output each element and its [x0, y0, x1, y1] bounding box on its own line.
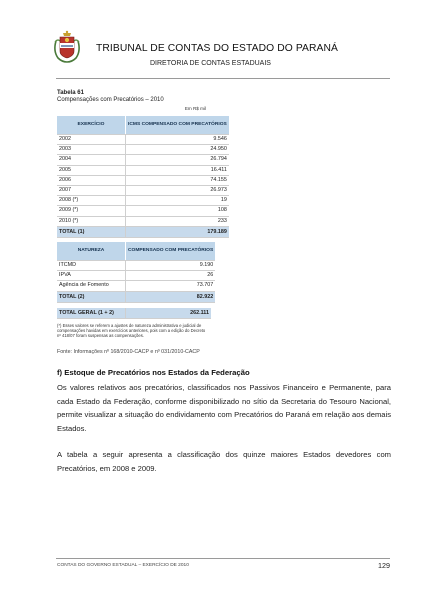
column-header: EXERCÍCIO [57, 116, 126, 135]
table-row [57, 261, 215, 271]
table-cell: 233 [126, 216, 229, 226]
column-header: NATUREZA [57, 242, 126, 261]
table-cell: 2006 [57, 175, 126, 185]
grand-total-label: TOTAL GERAL (1 + 2) [57, 308, 126, 319]
grand-total-table [57, 308, 211, 319]
directorate-subtitle: DIRETORIA DE CONTAS ESTADUAIS [150, 60, 271, 67]
table-row [57, 155, 229, 165]
table-cell: 2002 [57, 135, 126, 145]
section-heading: f) Estoque de Precatórios nos Estados da Federação [57, 368, 250, 377]
organization-title: TRIBUNAL DE CONTAS DO ESTADO DO PARANÁ [96, 43, 338, 54]
table-row [57, 206, 229, 216]
parana-coat-of-arms-icon [52, 29, 82, 63]
footer-text: CONTAS DO GOVERNO ESTADUAL – EXERCÍCIO DE 2010 [57, 563, 189, 568]
total-label: TOTAL (1) [57, 226, 126, 237]
table-cell: ITCMD [57, 261, 126, 271]
table-row [57, 165, 229, 175]
table-cell: 74.155 [126, 175, 229, 185]
column-header: ICMS COMPENSADO COM PRECATÓRIOS [126, 116, 229, 135]
table-cell: 2003 [57, 145, 126, 155]
page-number: 129 [378, 561, 390, 570]
table-cell: 2007 [57, 186, 126, 196]
table-cell: 2008 (*) [57, 196, 126, 206]
table-row [57, 175, 229, 185]
table-cell: 26 [126, 271, 216, 281]
precatorios-table-by-nature [57, 242, 215, 303]
table-row [57, 196, 229, 206]
table-row [57, 145, 229, 155]
table-cell: 9.190 [126, 261, 216, 271]
table-row [57, 216, 229, 226]
table-row [57, 271, 215, 281]
table-cell: 9.546 [126, 135, 229, 145]
table-title: Compensações com Precatórios – 2010 [57, 97, 164, 104]
paragraph: Os valores relativos aos precatórios, classificados nos Passivos Financeiro e Permanente, para cada Estado da Federação, conforme disponibilizado no sítio da Secretaria do Tesouro Nacional, permite visualizar a situação do endividamento com Precatórios do Paraná em relação aos demais Estados. [57, 383, 391, 433]
total-row [57, 291, 215, 302]
paragraph: A tabela a seguir apresenta a classificação dos quinze maiores Estados devedores com Precatórios, em 2008 e 2009. [57, 450, 391, 473]
table-row [57, 186, 229, 196]
table-cell: 108 [126, 206, 229, 216]
total-value: 82.922 [126, 291, 216, 302]
table-header-row [57, 242, 215, 261]
grand-total-row [57, 308, 211, 319]
table-header-row [57, 116, 229, 135]
table-label: Tabela 61 [57, 90, 84, 96]
table-caption [57, 90, 164, 105]
table-cell: 24.950 [126, 145, 229, 155]
table-cell: 19 [126, 196, 229, 206]
table-cell: 26.973 [126, 186, 229, 196]
table-row [57, 135, 229, 145]
table-cell: 2009 (*) [57, 206, 126, 216]
table-row [57, 281, 215, 291]
table-cell: Agência de Fomento [57, 281, 126, 291]
table-footnote: (*) Esses valores se referem a ajustes de natureza administrativa e judicial de compensações havidas em exercícios anteriores, pois com a edição do Decreto nº 418/07 foram suspensas as compensações. [57, 323, 206, 338]
footer-divider [56, 558, 390, 559]
header-divider [56, 78, 390, 79]
table-cell: 73.707 [126, 281, 216, 291]
table-source: Fonte: Informações nº 168/2010-CACP e nº 031/2010-CACP [57, 349, 200, 355]
table-unit: Em R$ mil [184, 106, 206, 111]
column-header: COMPENSADO COM PRECATÓRIOS [126, 242, 216, 261]
grand-total-value: 262.111 [126, 308, 212, 319]
table-cell: 16.411 [126, 165, 229, 175]
total-row [57, 226, 229, 237]
precatorios-table-by-year [57, 116, 229, 238]
table-cell: IPVA [57, 271, 126, 281]
total-value: 179.189 [126, 226, 229, 237]
table-cell: 2005 [57, 165, 126, 175]
total-label: TOTAL (2) [57, 291, 126, 302]
table-cell: 2004 [57, 155, 126, 165]
table-cell: 2010 (*) [57, 216, 126, 226]
table-cell: 26.794 [126, 155, 229, 165]
